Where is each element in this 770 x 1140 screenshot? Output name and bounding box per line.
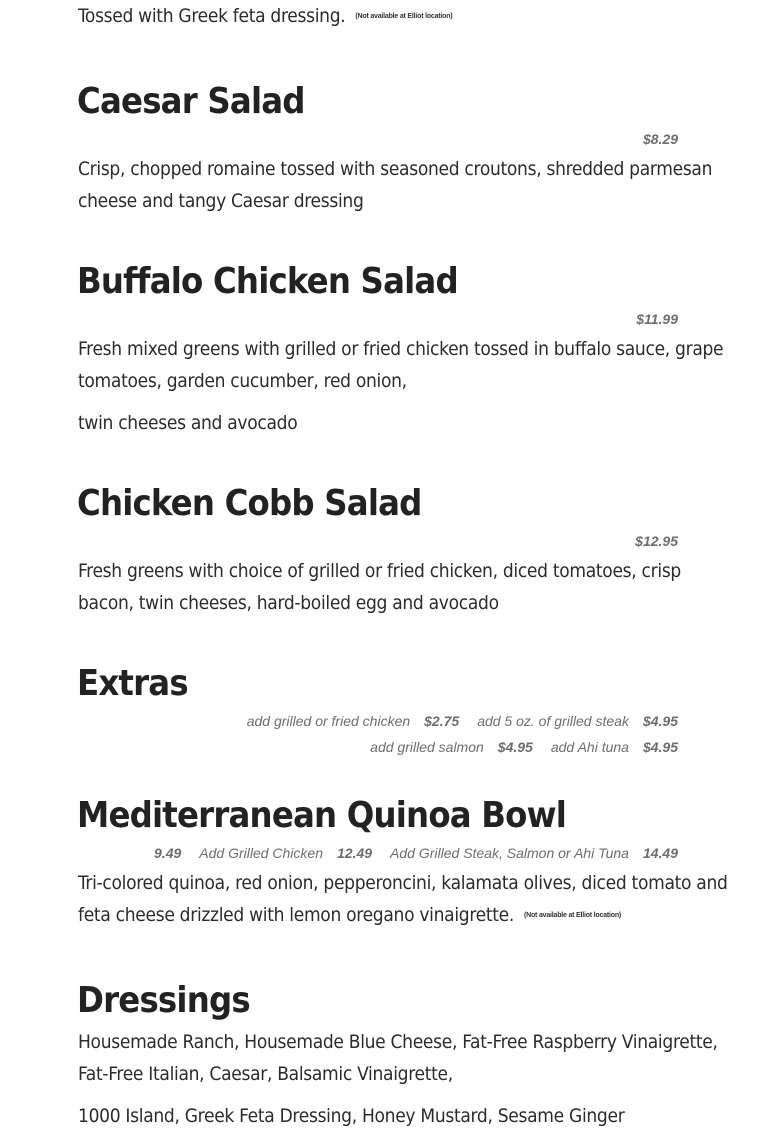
greek-salad-description [78,0,452,33]
buffalo-chicken-salad-description-line-1: Fresh mixed greens with grilled or fried chicken tossed in buffalo sauce, grape [78,338,724,360]
dressings-line-1: Housemade Ranch, Housemade Blue Cheese, Fat-Free Raspberry Vinaigrette, [78,1031,718,1053]
dressings-line-2: Fat-Free Italian, Caesar, Balsamic Vinaigrette, [78,1063,453,1085]
buffalo-chicken-salad-price: $11.99 [636,311,678,327]
location-note: (Not available at Elliot location) [355,12,453,20]
quinoa-option-price: 12.49 [337,845,373,861]
buffalo-chicken-salad-description-line-2: tomatoes, garden cucumber, red onion, [78,370,407,392]
greek-salad-description-text: Tossed with Greek feta dressing. [78,5,346,27]
caesar-salad-price: $8.29 [642,131,678,147]
extra-item-price: $4.95 [642,739,678,755]
quinoa-option-label: Add Grilled Steak, Salmon or Ahi Tuna [390,845,629,861]
chicken-cobb-salad-title: Chicken Cobb Salad [77,483,422,524]
dressings-title: Dressings [77,980,250,1021]
dressings-line-3: 1000 Island, Greek Feta Dressing, Honey Mustard, Sesame Ginger [78,1105,625,1127]
caesar-salad-description-line-2: cheese and tangy Caesar dressing [78,190,364,212]
quinoa-bowl-price-row [154,845,678,861]
chicken-cobb-salad-price: $12.95 [635,533,678,549]
extra-item-price: $2.75 [424,713,460,729]
quinoa-bowl-description-line-2-text: feta cheese drizzled with lemon oregano vinaigrette. [78,904,514,926]
quinoa-option-price: 14.49 [642,845,678,861]
quinoa-bowl-base-price: 9.49 [154,845,182,861]
chicken-cobb-salad-description-line-2: bacon, twin cheeses, hard-boiled egg and avocado [78,592,499,614]
extra-item-label: add grilled salmon [370,739,484,755]
location-note: (Not available at Elliot location) [524,911,622,919]
caesar-salad-description-line-1: Crisp, chopped romaine tossed with seasoned croutons, shredded parmesan [78,158,713,180]
quinoa-bowl-description-line-1: Tri-colored quinoa, red onion, pepperoncini, kalamata olives, diced tomato and [78,872,728,894]
extras-title: Extras [77,663,188,704]
extra-item-price: $4.95 [642,713,678,729]
extra-item-price: $4.95 [497,739,533,755]
buffalo-chicken-salad-description-line-3: twin cheeses and avocado [78,412,298,434]
extras-row-1 [247,713,678,729]
chicken-cobb-salad-description-line-1: Fresh greens with choice of grilled or fried chicken, diced tomatoes, crisp [78,560,681,582]
extra-item-label: add Ahi tuna [550,739,629,755]
extra-item-label: add grilled or fried chicken [246,713,411,729]
extra-item-label: add 5 oz. of grilled steak [477,713,629,729]
buffalo-chicken-salad-title: Buffalo Chicken Salad [77,261,458,302]
caesar-salad-title: Caesar Salad [77,81,305,122]
quinoa-bowl-title: Mediterranean Quinoa Bowl [77,795,567,836]
quinoa-bowl-description-line-2 [78,899,621,932]
extras-row-2 [370,739,678,755]
quinoa-option-label: Add Grilled Chicken [199,845,323,861]
